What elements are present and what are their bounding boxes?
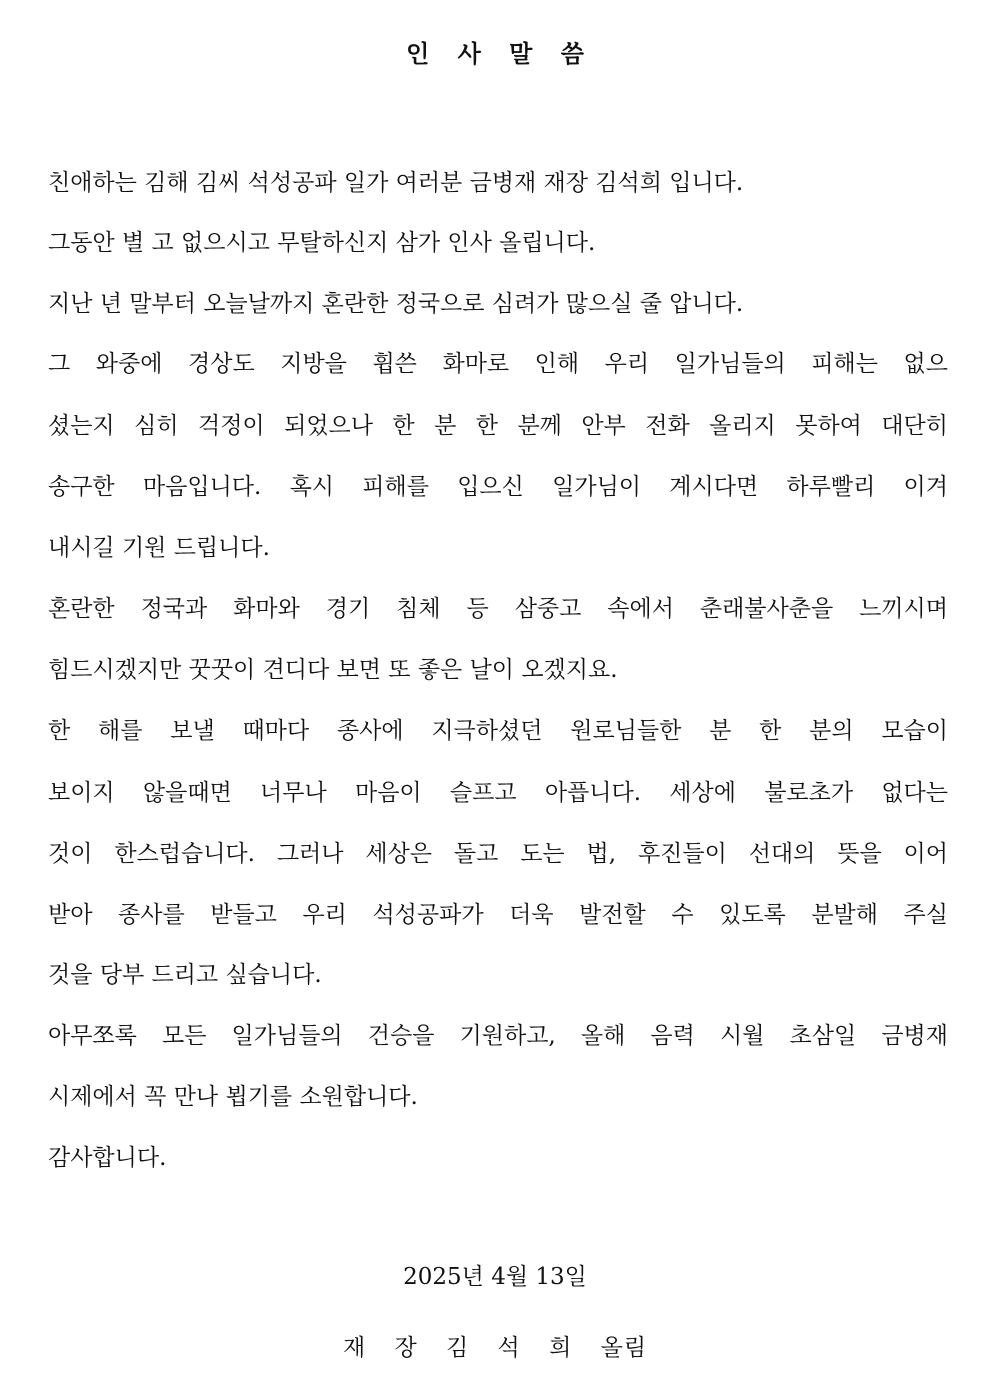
body-line: 감사합니다. — [48, 1145, 167, 1171]
body-line: 것을 당부 드리고 싶습니다. — [48, 962, 322, 988]
body-line: 송구한 마음입니다. 혹시 피해를 입으신 일가님이 계시다면 하루빨리 이겨 — [48, 474, 948, 500]
body-line: 보이지 않을때면 너무나 마음이 슬프고 아픕니다. 세상에 불로초가 없다는 — [48, 780, 948, 806]
body-line: 친애하는 김해 김씨 석성공파 일가 여러분 금병재 재장 김석희 입니다. — [48, 170, 744, 196]
page-title: 인 사 말 씀 — [406, 39, 594, 68]
letter-date: 2025년 4월 13일 — [403, 1264, 587, 1290]
letter-signer: 재 장 김 석 희 올림 — [342, 1335, 648, 1361]
body-line: 아무쪼록 모든 일가님들의 건승을 기원하고, 올해 음력 시월 초삼일 금병재 — [48, 1023, 948, 1049]
body-line: 받아 종사를 받들고 우리 석성공파가 더욱 발전할 수 있도록 분발해 주실 — [48, 902, 948, 928]
body-line: 시제에서 꼭 만나 뵙기를 소원합니다. — [48, 1084, 418, 1110]
body-line: 그 와중에 경상도 지방을 휩쓴 화마로 인해 우리 일가님들의 피해는 없으 — [48, 351, 948, 377]
body-line: 그동안 별 고 없으시고 무탈하신지 삼가 인사 올립니다. — [48, 230, 596, 256]
body-line: 것이 한스럽습니다. 그러나 세상은 돌고 도는 법, 후진들이 선대의 뜻을 이어 — [48, 841, 948, 867]
body-line: 셨는지 심히 걱정이 되었으나 한 분 한 분께 안부 전화 올리지 못하여 대단히 — [48, 413, 948, 439]
body-line: 혼란한 정국과 화마와 경기 침체 등 삼중고 속에서 춘래불사춘을 느끼시며 — [48, 596, 948, 622]
body-line: 지난 년 말부터 오늘날까지 혼란한 정국으로 심려가 많으실 줄 압니다. — [48, 291, 744, 317]
body-line: 한 해를 보낼 때마다 종사에 지극하셨던 원로님들한 분 한 분의 모습이 — [48, 718, 948, 744]
body-line: 내시길 기원 드립니다. — [48, 535, 270, 561]
body-line: 힘드시겠지만 꿋꿋이 견디다 보면 또 좋은 날이 오겠지요. — [48, 657, 618, 683]
